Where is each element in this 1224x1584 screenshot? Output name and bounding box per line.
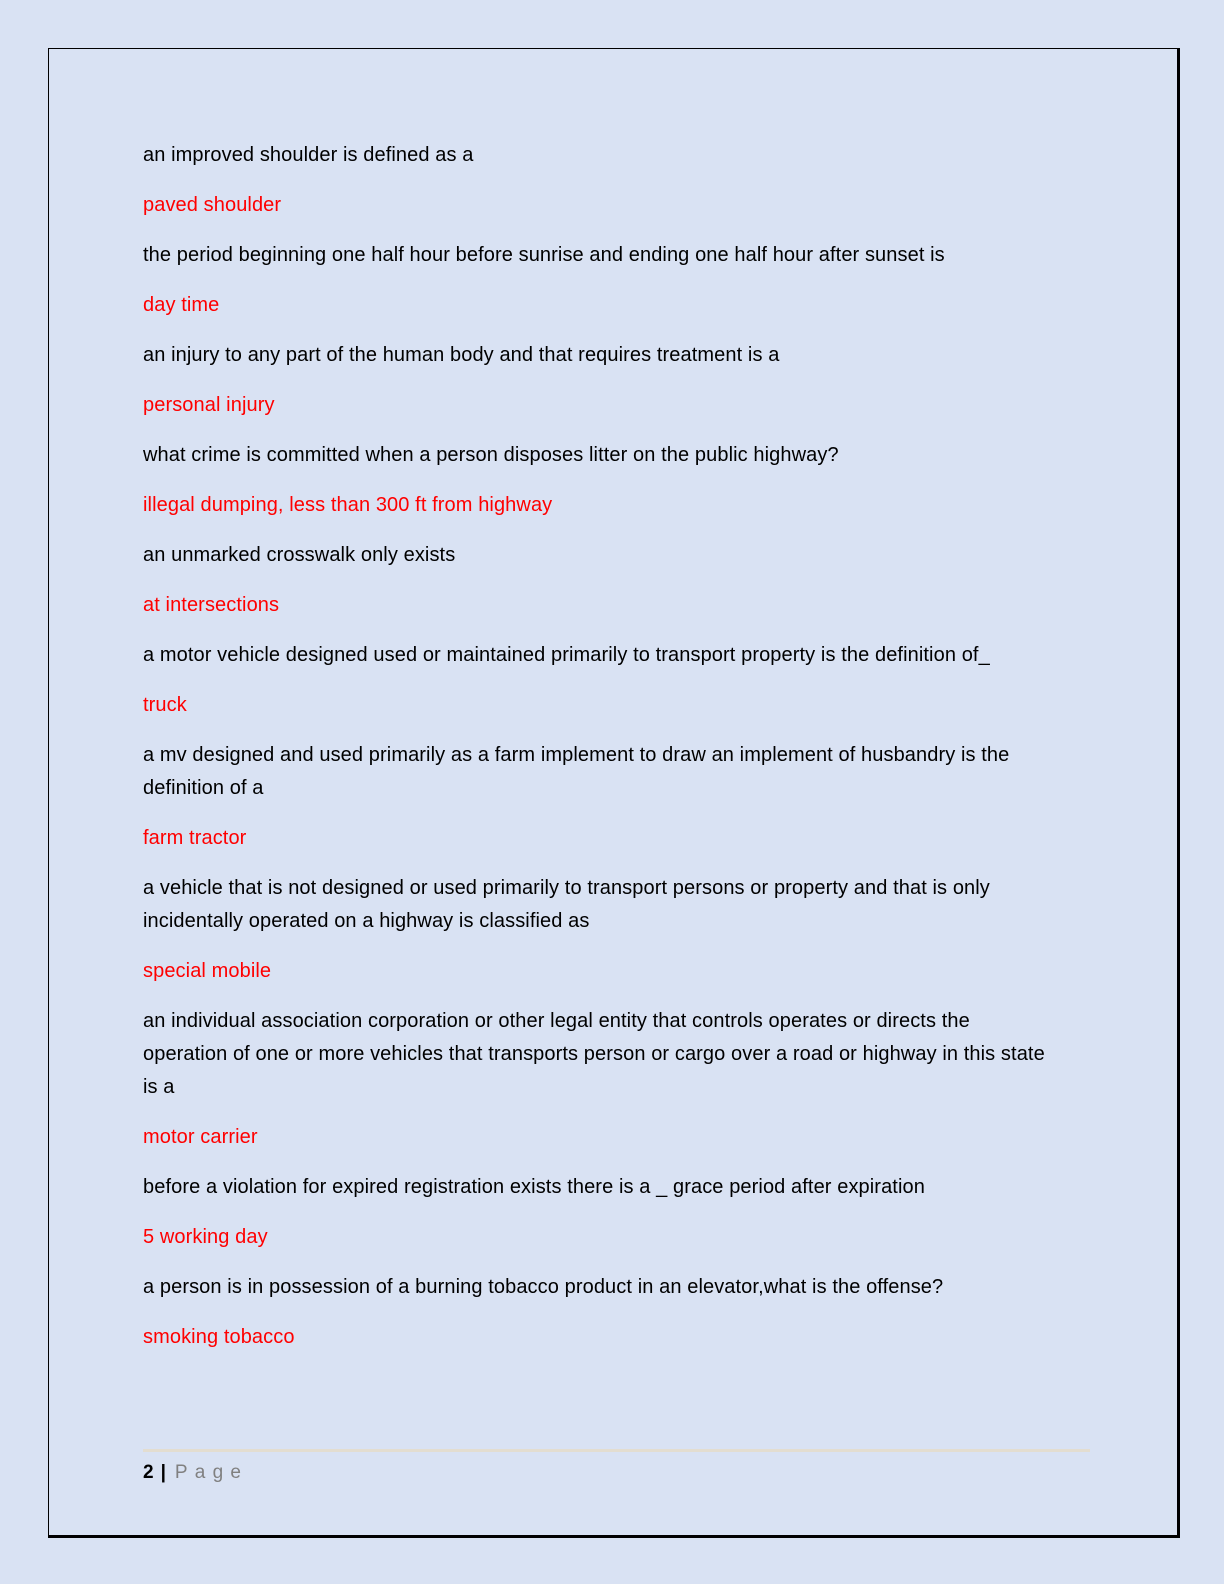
question-text: an injury to any part of the human body and that requires treatment is a	[143, 344, 780, 366]
question-text: a mv designed and used primarily as a farm implement to draw an implement of husbandry is the definition of a	[143, 744, 1010, 799]
question-text: an individual association corporation or other legal entity that controls operates or directs the operation of one or more vehicles that transports person or cargo over a road or highway in this state is a	[143, 1010, 1045, 1098]
answer-text: illegal dumping, less than 300 ft from highway	[143, 494, 553, 516]
qa-list	[143, 139, 1058, 1371]
document-page	[48, 48, 1180, 1538]
answer-text: farm tractor	[143, 827, 247, 849]
footer-page-label: Page	[174, 1462, 249, 1483]
question-text: before a violation for expired registration exists there is a _ grace period after expiration	[143, 1176, 925, 1198]
footer-separator: |	[160, 1462, 166, 1483]
question-text: a person is in possession of a burning tobacco product in an elevator,what is the offense?	[143, 1276, 944, 1298]
answer-text: special mobile	[143, 960, 272, 982]
answer-text: day time	[143, 294, 220, 316]
page-footer	[143, 1449, 1090, 1485]
answer-text: 5 working day	[143, 1226, 268, 1248]
answer-text: at intersections	[143, 594, 280, 616]
question-text: a vehicle that is not designed or used primarily to transport persons or property and that is only incidentally operated on a highway is classified as	[143, 877, 990, 932]
answer-text: motor carrier	[143, 1126, 258, 1148]
question-text: an unmarked crosswalk only exists	[143, 544, 456, 566]
page-number: 2	[143, 1462, 154, 1483]
answer-text: personal injury	[143, 394, 275, 416]
question-text: the period beginning one half hour before sunrise and ending one half hour after sunset is	[143, 244, 945, 266]
answer-text: truck	[143, 694, 187, 716]
question-text: an improved shoulder is defined as a	[143, 144, 474, 166]
question-text: a motor vehicle designed used or maintained primarily to transport property is the definition of_	[143, 644, 990, 666]
question-text: what crime is committed when a person disposes litter on the public highway?	[143, 444, 839, 466]
answer-text: smoking tobacco	[143, 1326, 295, 1348]
answer-text: paved shoulder	[143, 194, 282, 216]
